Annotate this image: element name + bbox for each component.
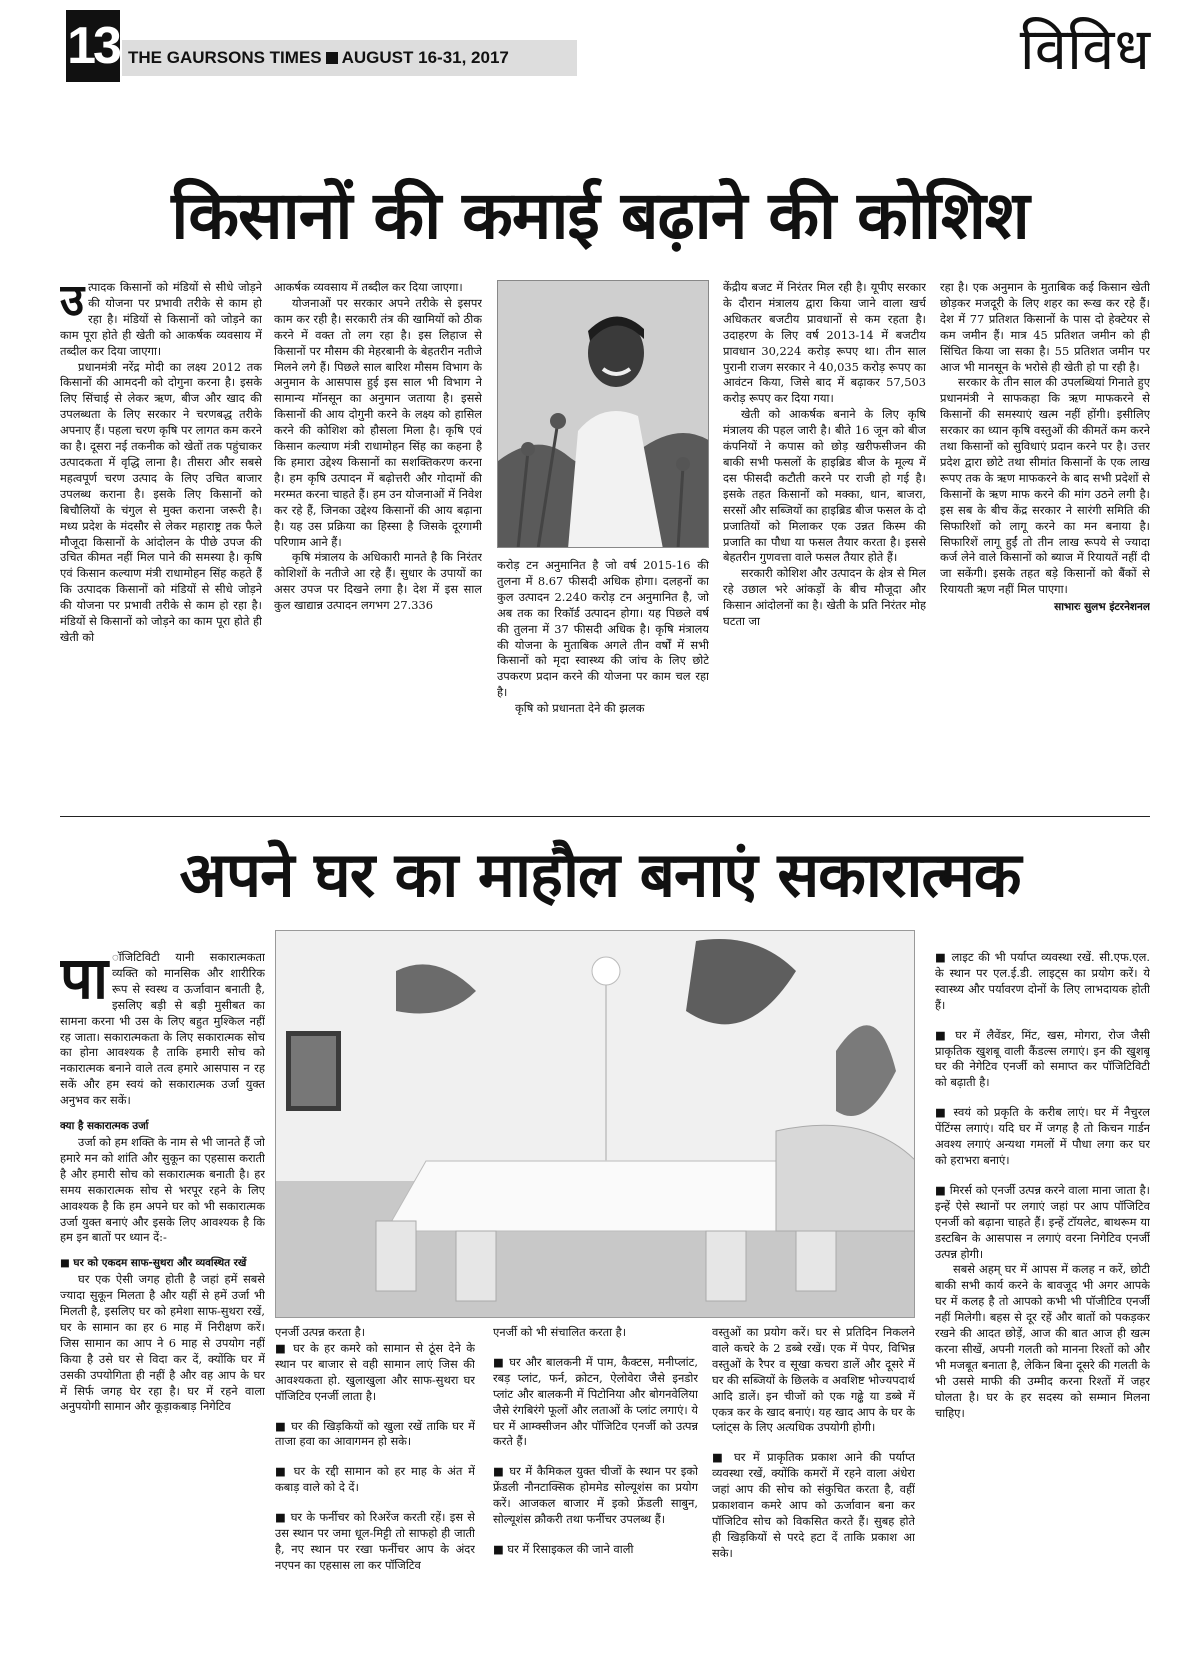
subheading: क्या है सकारात्मक उर्जा bbox=[60, 1120, 149, 1133]
article2-column-2 bbox=[275, 1325, 475, 1679]
subheading: ■ घर को एकदम साफ-सुथरा और व्यवस्थित रखें bbox=[60, 1257, 247, 1270]
bullet-item: ■ लाइट की भी पर्याप्त व्यवस्था रखें. सी.एफ.एल. के स्थान पर एल.ई.डी. लाइट्स का प्रयोग करें। ये स्वास्थ्य और पर्यावरण दोनों के लिए लाभदायक होती हैं। bbox=[935, 950, 1150, 1012]
paragraph: केंद्रीय बजट में निरंतर मिल रही है। यूपीए सरकार के दौरान मंत्रालय द्वारा किया जाने वाला खर्च अधिकतर बजटीय प्रावधानों से कम रहता है। उदाहरण के लिए वर्ष 2013-14 में बजटीय प्रावधान 30,224 करोड़ रूपए था। तीन साल पुरानी राजग सरकार ने 40,035 करोड़ रूपए का आवंटन किया, जिसे बाद में बढ़ाकर 57,503 करोड़ रूपए कर दिया गया। bbox=[723, 280, 926, 406]
paragraph: सरकार के तीन साल की उपलब्धियां गिनाते हुए प्रधानमंत्री ने साफकहा कि ऋण माफकरने से किसानों की समस्याएं खत्म नहीं होंगी। इसीलिए सरकार का ध्यान कृषि वस्तुओं की कीमतें कम करने तथा किसानों को सुविधाएं प्रदान करने पर है। उत्तर प्रदेश द्वारा छोटे तथा सीमांत किसानों के एक लाख रूपए तक के ऋण माफकरने के बाद सभी प्रदेशों से किसानों के ऋण माफ करने की मांग उठने लगी है। इस सब के बीच केंद्र सरकार ने सारंगी समिति की सिफारिशों को लागू करने का मन बनाया है। सिफारिशें लागू हुईं तो तीन लाख रूपये से ज्यादा कर्ज लेने वाले किसानों को ब्याज में रियायतें नहीं दी जा सकेंगी। इसके तहत बड़े किसानों को बैंकों से रियायती ऋण नहीं मिल पाएगा। bbox=[940, 375, 1150, 597]
bullet-item: ■ घर में प्राकृतिक प्रकाश आने की पर्याप्त व्यवस्था रखें, क्योंकि कमरों में रहने वाला अंधेरा जहां आप की सोच को संकुचित करता है, वहीं प्रकाशवान कमरे आप को ऊर्जावान बना कर पॉजिटिव सोच को विकसित करते हैं। सुबह होते ही खिड़कियों से परदे हटा दें ताकि प्रकाश आ सके। bbox=[712, 1450, 915, 1560]
article2-column-4 bbox=[712, 1325, 915, 1679]
article2-lead-paragraph bbox=[60, 950, 265, 1109]
paragraph: कृषि मंत्रालय के अधिकारी मानते है कि निरंतर कोशिशों के नतीजे आ रहे हैं। सुधार के उपायों का असर उपज पर दिखने लगा है। देश में इस साल कुल खाद्यान्न उत्पादन लगभग 27.336 bbox=[274, 550, 482, 613]
living-room-illustration bbox=[276, 931, 915, 1318]
lead-text: त्पादक किसानों को मंडियों से सीधे जोड़ने की योजना पर प्रभावी तरीके से काम हो रहा है। मंडियों से किसानों को जोड़ने का काम पूरा होते ही खेती को आकर्षक व्यवसाय में तब्दील कर दिया जाएगा। bbox=[60, 280, 262, 358]
farmer-photo bbox=[497, 280, 709, 548]
drop-cap: पा bbox=[60, 950, 108, 1012]
article1-column-1 bbox=[60, 280, 262, 780]
paragraph: एनर्जी को भी संचालित करता है। bbox=[493, 1325, 627, 1339]
farmer-illustration bbox=[498, 281, 709, 548]
paragraph: रहा है। एक अनुमान के मुताबिक कई किसान खेती छोड़कर मजदूरी के लिए शहर का रूख कर रहे हैं। देश में 77 प्रतिशत किसानों के पास दो हेक्टेयर से कम जमीन हैं। मात्र 45 प्रतिशत जमीन को ही सिंचित किया जा सका है। 55 प्रतिशत जमीन पर आज भी मानसून के भरोसे ही खेती हो पा रही है। bbox=[940, 280, 1150, 374]
article2-column-5 bbox=[935, 950, 1150, 1679]
article1-column-3 bbox=[497, 558, 709, 780]
lead-text: ॉजिटिविटी यानी सकारात्मकता व्यक्ति को मानसिक और शारीरिक रूप से स्वस्थ व ऊर्जावान बनाती है, इसलिए बड़ी से बड़ी मुसीबत का सामना करना भी उस के लिए बहुत मुश्किल नहीं रह जाता। सकारात्मकता के लिए सकारात्मक सोच का होना आवश्यक है ताकि हमारी सोच को नकारात्मक बनाने वाले तत्व हमारे आसपास न रह सकें और हम स्वयं को सकारात्मक उर्जा युक्त अनुभव कर सकें। bbox=[60, 950, 265, 1108]
page-number: 13 bbox=[66, 10, 120, 82]
bullet-item: ■ घर के हर कमरे को सामान से ठूंस देने के स्थान पर बाजार से वही सामान लाएं जिस की आवश्यकता हो. खुलाखुला और साफ-सुथरा घर पॉजिटिव एनर्जी लाता है। bbox=[275, 1340, 475, 1403]
article1-column-4 bbox=[723, 280, 926, 780]
bullet-item: ■ घर में लैवेंडर, मिंट, खस, मोगरा, रोज जैसी प्राकृतिक खुशबू वाली कैंडल्स लगाएं। इन की खुशबू घर की नेगेटिव एनर्जी को समाप्त कर पॉजिटिविटी को बढ़ाती है। bbox=[935, 1027, 1150, 1090]
issue-date: AUGUST 16-31, 2017 bbox=[341, 48, 509, 67]
bullet-item: ■ घर और बालकनी में पाम, कैक्टस, मनीप्लांट, रबड़ प्लांट, फर्न, क्रोटन, ऐलोवेरा जैसे इनडोर प्लांट और बालकनी में पिटोनिया और बोगनवेलिया जैसे रंगबिरंगे फूलों और लताओं के प्लांट लगाएं। ये घर में आम्क्सीजन और पॉजिटिव एनर्जी को उत्पन्न करते हैं। bbox=[493, 1354, 698, 1449]
square-bullet-icon bbox=[326, 52, 338, 64]
paragraph: उर्जा को हम शक्ति के नाम से भी जानते हैं जो हमारे मन को शांति और सुकून का एहसास कराती है और हमारी सोच को सकारात्मक बनाती है। हर समय सकारात्मक सोच से भरपूर रहने के लिए आवश्यक है कि हम अपने घर को भी सकारात्मक उर्जा युक्त बनाएं और इसके लिए आवश्यक है कि हम इन बातों पर ध्यान दें:- bbox=[60, 1134, 265, 1245]
article2-headline: अपने घर का माहौल बनाएं सकारात्मक bbox=[179, 838, 1021, 911]
paragraph: वस्तुओं का प्रयोग करें। घर से प्रतिदिन निकलने वाले कचरे के 2 डब्बे रखें। एक में पेपर, विभिन्न वस्तुओं के रैपर व सूखा कचरा डालें और दूसरे में घर की सब्जियों के छिलके व अवशिष्ट भोज्यपदार्थ आदि डालें। इन चीजों को एक गढ्ढे या डब्बे में एकत्र कर के खाद बनाएं। यह खाद आप के घर के प्लांट्स के लिए अत्यधिक उपयोगी होगी। bbox=[712, 1325, 915, 1435]
article2-column-3 bbox=[493, 1325, 698, 1679]
section-divider bbox=[60, 816, 1150, 817]
paragraph: खेती को आकर्षक बनाने के लिए कृषि मंत्रालय की पहल जारी है। बीते 16 जून को बीज कंपनियों ने कपास को छोड़ खरीफसीजन की बाकी सभी फसलों के हाइब्रिड बीज के मूल्य में दस फीसदी कटौती करने पर राजी हो गई है। इसके तहत किसानों को मक्का, धान, बाजरा, सरसों और सब्जियों का हाइब्रिड बीज फसल के दो प्रजातियों को मिलाकर एक उन्नत किस्म की प्रजाति का पौधा या फसल तैयार करता है। इससे बेहतरीन गुणवत्ता वाले फसल तैयार होते हैं। bbox=[723, 407, 926, 565]
masthead-title: THE GAURSONS TIMES bbox=[128, 48, 322, 67]
section-title: विविध bbox=[1019, 15, 1150, 83]
paragraph: करोड़ टन अनुमानित है जो वर्ष 2015-16 की तुलना में 8.67 फीसदी अधिक होगा। दलहनों का कुल उत्पादन 2.240 करोड़ टन अनुमानित है, जो अब तक का रिकॉर्ड उत्पादन होगा। यह पिछले वर्ष की तुलना में 37 फीसदी अधिक है। कृषि मंत्रालय की योजना के मुताबिक अगले तीन वर्षों में सभी किसानों को मृदा स्वास्थ्य की जांच के लिए छोटे उपकरण प्रदान करने की योजना पर काम चल रहा है। bbox=[497, 558, 709, 700]
article1-headline: किसानों की कमाई बढ़ाने की कोशिश bbox=[171, 177, 1029, 254]
article2-column-1 bbox=[60, 950, 265, 1679]
paragraph: सबसे अहम् घर में आपस में कलह न करें, छोटी बाकी सभी कार्य करने के बावजूद भी अगर आपके घर में कलह है तो आपको कभी भी पॉजीटिव एनर्जी नहीं मिलेगी। बहस से दूर रहें और बातों को पकड़कर रखने की आदत छोड़ें, आज की बात आज ही खत्म करना सीखें, अपनी गलती को मानना रिश्तों को और भी मजबूत बनाता है, लेकिन बिना दूसरे की गलती के भी उससे माफी की उम्मीद करना रिश्तों में जहर घोलता है। घर के हर सदस्य को सम्मान मिलना चाहिए। bbox=[935, 1262, 1150, 1420]
article1-credit: साभारः सुलभ इंटरनेशनल bbox=[1054, 601, 1150, 614]
article1-lead-paragraph bbox=[60, 280, 262, 360]
bullet-item: ■ घर में रिसाइकल की जाने वाली bbox=[493, 1541, 634, 1556]
masthead-bar bbox=[122, 40, 577, 76]
paragraph: योजनाओं पर सरकार अपने तरीके से इसपर काम कर रही है। सरकारी तंत्र की खामियों को ठीक करने में वक्त तो लग रहा है। इस लिहाज से किसानों पर मौसम की मेहरबानी के बेहतरीन नतीजे मिलने लगे हैं। पिछले साल बारिश मौसम विभाग के अनुमान के आसपास हुई इस साल भी विभाग ने सामान्य मॉनसून का अनुमान जताया है। इससे किसानों की आय दोगुनी करने के लक्ष्य को हासिल करने की कोशिश को हौसला मिला है। कृषि एवं किसान कल्याण मंत्री राधामोहन सिंह का कहना है कि हमारा उद्देश्य किसानों का सशक्तिकरण करना है। हम कृषि उत्पादन में बढ़ोत्तरी और गोदामों की मरम्मत करना चाहते हैं। हम उन योजनाओं में निवेश कर रहे हैं, जिनका उद्देश्य किसानों की आय बढ़ाना है। यह उस प्रक्रिया का हिस्सा है जिसके दूरगामी परिणाम आने हैं। bbox=[274, 295, 482, 549]
interior-photo bbox=[275, 930, 915, 1318]
paragraph: सरकारी कोशिश और उत्पादन के क्षेत्र से मिल रहे उछाल भरे आंकड़ों के बीच मौजूदा और किसान आंदोलनों का है। खेती के प्रति निरंतर मोह घटता जा bbox=[723, 566, 926, 629]
bullet-item: ■ घर के फर्नीचर को रिअरेंज करती रहें। इस से उस स्थान पर जमा धूल-मिट्टी तो साफहो ही जाती है, नए स्थान पर रखा फर्नीचर आप के अंदर नएपन का एहसास ला कर पॉजिटिव bbox=[275, 1510, 475, 1572]
article1-column-5 bbox=[940, 280, 1150, 780]
article1-column-2 bbox=[274, 280, 482, 780]
paragraph: घर एक ऐसी जगह होती है जहां हमें सबसे ज्यादा सुकून मिलता है और यहीं से हमें उर्जा भी मिलती है, इसलिए घर को हमेशा साफ-सुथरा रखें, घर के सामान का हर 6 माह में निरीक्षण करें। जिस सामान का आप ने 6 माह से उपयोग नहीं किया है उसे घर से विदा कर दें, क्योंकि घर में उसकी उपयोगिता ही नहीं है और वह आप के घर में सिर्फ जगह घेर रहा है। घर में रहने वाला अनुपयोगी सामान और कूड़ाकबाड़ निगेटिव bbox=[60, 1272, 265, 1414]
drop-cap: उ bbox=[60, 280, 85, 326]
paragraph: कृषि को प्रधानता देने की झलक bbox=[515, 701, 645, 716]
bullet-item: ■ घर में कैमिकल युक्त चीजों के स्थान पर इको फ्रेंडली नौनटाक्सिक होममेड सोल्यूशंस का प्रयोग करें। आजकल बाजार में इको फ्रेंडली साबुन, सोल्यूशंस क्रौकरी तथा फर्नीचर उपलब्ध हैं। bbox=[493, 1464, 698, 1527]
paragraph: प्रधानमंत्री नरेंद्र मोदी का लक्ष्य 2012 तक किसानों की आमदनी को दोगुना करना है। इसके लिए सिंचाई से लेकर ऋण, बीज और खाद की उपलब्धता के लिए सरकार ने चरणबद्ध तरीके अपनाए हैं। पहला चरण कृषि पर लागत कम करने का है। दूसरा नई तकनीक को खेतों तक पहुंचाकर उत्पादकता में वृद्धि लाना है। तीसरा और सबसे महत्वपूर्ण चरण उत्पाद के लिए उचित बाजार उपलब्ध कराना है। इसके लिए किसानों को बिचौलियों के चंगुल से मुक्त कराना जरूरी है। मध्य प्रदेश के मंदसौर से लेकर महाराष्ट्र तक फैले मौजूदा किसानों के आंदोलन के पीछे उपज की उचित कीमत नहीं मिल पाने की समस्या है। कृषि एवं किसान कल्याण मंत्री राधामोहन सिंह कहते हैं कि उत्पादक किसानों को मंडियों से सीधे जोड़ने की योजना पर प्रभावी तरीके से काम हो रहा है। मंडियों से किसानों को जोड़ने का काम पूरा होते ही खेती को bbox=[60, 359, 262, 644]
bullet-item: ■ घर की खिड़कियों को खुला रखें ताकि घर में ताजा हवा का आवागमन हो सके। bbox=[275, 1418, 475, 1449]
paragraph: एनर्जी उत्पन्न करता है। bbox=[275, 1325, 366, 1339]
bullet-item: ■ मिरर्स को एनर्जी उत्पन्न करने वाला माना जाता है। इन्हें ऐसे स्थानों पर लगाएं जहां पर आप पॉजिटिव एनर्जी को बढ़ाना चाहते हैं। इन्हें टॉयलेट, बाथरूम या डस्टबिन के आसपास न लगाएं वरना निगेटिव एनर्जी उत्पन्न होगी। bbox=[935, 1182, 1150, 1261]
bullet-item: ■ स्वयं को प्रकृति के करीब लाएं। घर में नैचुरल पेंटिंग्स लगाएं। यदि घर में जगह है तो किचन गार्डन अवश्य लगाएं अन्यथा गमलों में पौधा लगा कर घर को हराभरा बनाएं। bbox=[935, 1105, 1150, 1167]
paragraph: आकर्षक व्यवसाय में तब्दील कर दिया जाएगा। bbox=[274, 280, 463, 294]
bullet-item: ■ घर के रद्दी सामान को हर माह के अंत में कबाड़ वाले को दे दें। bbox=[275, 1464, 475, 1495]
